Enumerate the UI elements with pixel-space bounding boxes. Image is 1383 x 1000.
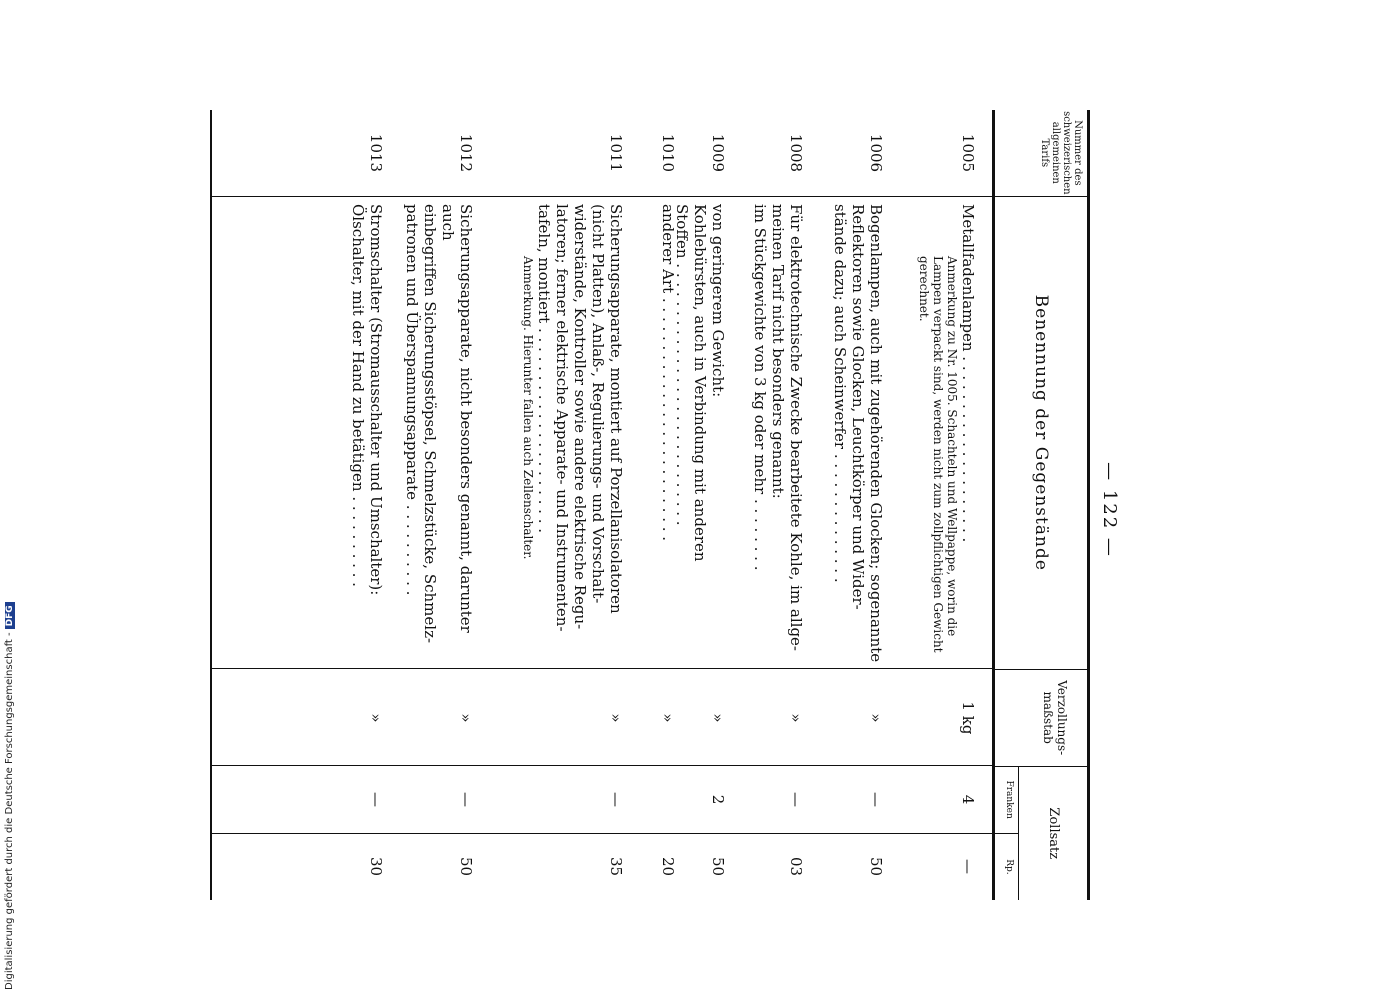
unit-value: » <box>787 713 805 723</box>
page-number: — 122 — <box>1099 462 1120 558</box>
tariff-number: 1012 <box>457 133 475 173</box>
description-line: latoren; ferner elektrische Apparate- und Instrumenten- <box>553 204 571 632</box>
rappen-value: 30 <box>367 856 385 877</box>
franken-value: — <box>867 792 885 807</box>
header-unit: Verzollungs-maßstab <box>995 670 1087 767</box>
rotated-page <box>200 110 1120 900</box>
description-line: Reflektoren sowie Glocken, Leuchtkörper und Wider- <box>849 204 867 610</box>
franken-value: — <box>367 792 385 807</box>
item-description <box>521 204 625 664</box>
digitization-credit <box>4 602 15 990</box>
header-rate-sub <box>995 767 1018 900</box>
description-line: Stoffen . . . . . . . . . . . . . . . . . . . . . . . . . . . . <box>673 204 691 526</box>
description-line: einbegriffen Sicherungsstöpsel, Schmelzstücke, Schmelz- <box>421 204 439 644</box>
header-rate <box>995 767 1087 900</box>
franken-value: — <box>607 792 625 807</box>
tariff-number: 1009 <box>709 133 727 173</box>
unit-value: » <box>659 713 677 723</box>
header-franken: Franken <box>995 767 1018 834</box>
rappen-value: 35 <box>607 856 625 877</box>
description-line: Metallfadenlampen . . . . . . . . . . . . . . . . . . . . <box>959 204 977 543</box>
tariff-number: 1013 <box>367 133 385 173</box>
tariff-number: 1006 <box>867 133 885 173</box>
description-line: tafeln, montiert . . . . . . . . . . . . . . . . . . . . . . <box>535 204 553 534</box>
description-line: Kohlebürsten, auch in Verbindung mit anderen <box>691 204 709 562</box>
rappen-value: 03 <box>787 856 805 877</box>
tariff-number: 1011 <box>607 133 625 173</box>
franken-value: 2 <box>709 794 727 805</box>
unit-value: » <box>607 713 625 723</box>
item-description <box>403 204 475 664</box>
unit-value: » <box>457 713 475 723</box>
rappen-value: 50 <box>457 856 475 877</box>
unit-value: » <box>867 713 885 723</box>
franken-value: — <box>457 792 475 807</box>
description-line: anderer Art . . . . . . . . . . . . . . . . . . . . . . . . . . <box>659 204 677 542</box>
rappen-value: — <box>959 859 977 874</box>
item-note: Anmerkung zu Nr. 1005. Schachteln und Wellpappe, worin die Lampen verpackt sind, werden nicht zum zollpflichtigen Gewicht gerechnet. <box>917 256 959 653</box>
dfg-logo: DFG <box>5 602 15 629</box>
header-rappen: Rp. <box>1004 859 1014 875</box>
description-line: Für elektrotechnische Zwecke bearbeitete Kohle, im allge- <box>787 204 805 652</box>
tariff-number: 1005 <box>959 133 977 173</box>
table-header <box>992 110 1087 900</box>
item-description <box>673 204 727 664</box>
unit-value: » <box>367 713 385 723</box>
header-rate-title: Zollsatz <box>1018 767 1087 900</box>
description-line: patronen und Überspannungsapparate . . . . . . . . . . <box>403 204 421 596</box>
description-line: Sicherungsapparate, montiert auf Porzellanisolatoren <box>607 204 625 614</box>
description-line: Bogenlampen, auch mit zugehörenden Glocken; sogenannte <box>867 204 885 663</box>
table-rows <box>215 110 995 900</box>
description-line: im Stückgewichte von 3 kg oder mehr . . . . . . . . <box>751 204 769 571</box>
description-line: meinen Tarif nicht besonders genannt: <box>769 204 787 499</box>
credit-text: Digitalisierung gefördert durch die Deutsche Forschungsgemeinschaft - <box>4 632 15 990</box>
description-line: von geringerem Gewicht: <box>709 204 727 398</box>
tariff-number: 1010 <box>659 133 677 173</box>
description-line: Ölschalter, mit der Hand zu betätigen . . . . . . . . . . <box>349 204 367 587</box>
header-description: Benennung der Gegenstände <box>995 197 1087 670</box>
item-description <box>349 204 385 664</box>
franken-value: — <box>787 792 805 807</box>
tariff-number: 1008 <box>787 133 805 173</box>
header-number: Nummer des schweizerischen allgemeinen Tarifs <box>995 110 1087 197</box>
item-note: Anmerkung. Hierunter fallen auch Zellenschalter. <box>521 256 535 560</box>
item-description <box>917 204 977 664</box>
description-line: Stromschalter (Stromausschalter und Umschalter): <box>367 204 385 596</box>
unit-value: 1 kg <box>959 701 977 735</box>
description-line: Sicherungsapparate, nicht besonders genannt, darunter auch <box>439 204 475 633</box>
item-description <box>659 204 677 664</box>
item-description <box>751 204 805 664</box>
description-line: widerstände, Kontroller sowie andere elektrische Regu- <box>571 204 589 630</box>
rappen-value: 20 <box>659 856 677 877</box>
unit-value: » <box>709 713 727 723</box>
item-description <box>831 204 885 664</box>
description-line: (nicht Platten), Anlaß-, Regulierungs- und Vorschalt- <box>589 204 607 604</box>
rappen-value: 50 <box>709 856 727 877</box>
rappen-value: 50 <box>867 856 885 877</box>
franken-value: 4 <box>959 794 977 805</box>
description-line: stände dazu; auch Scheinwerfer . . . . . . . . . . . . . . <box>831 204 849 583</box>
